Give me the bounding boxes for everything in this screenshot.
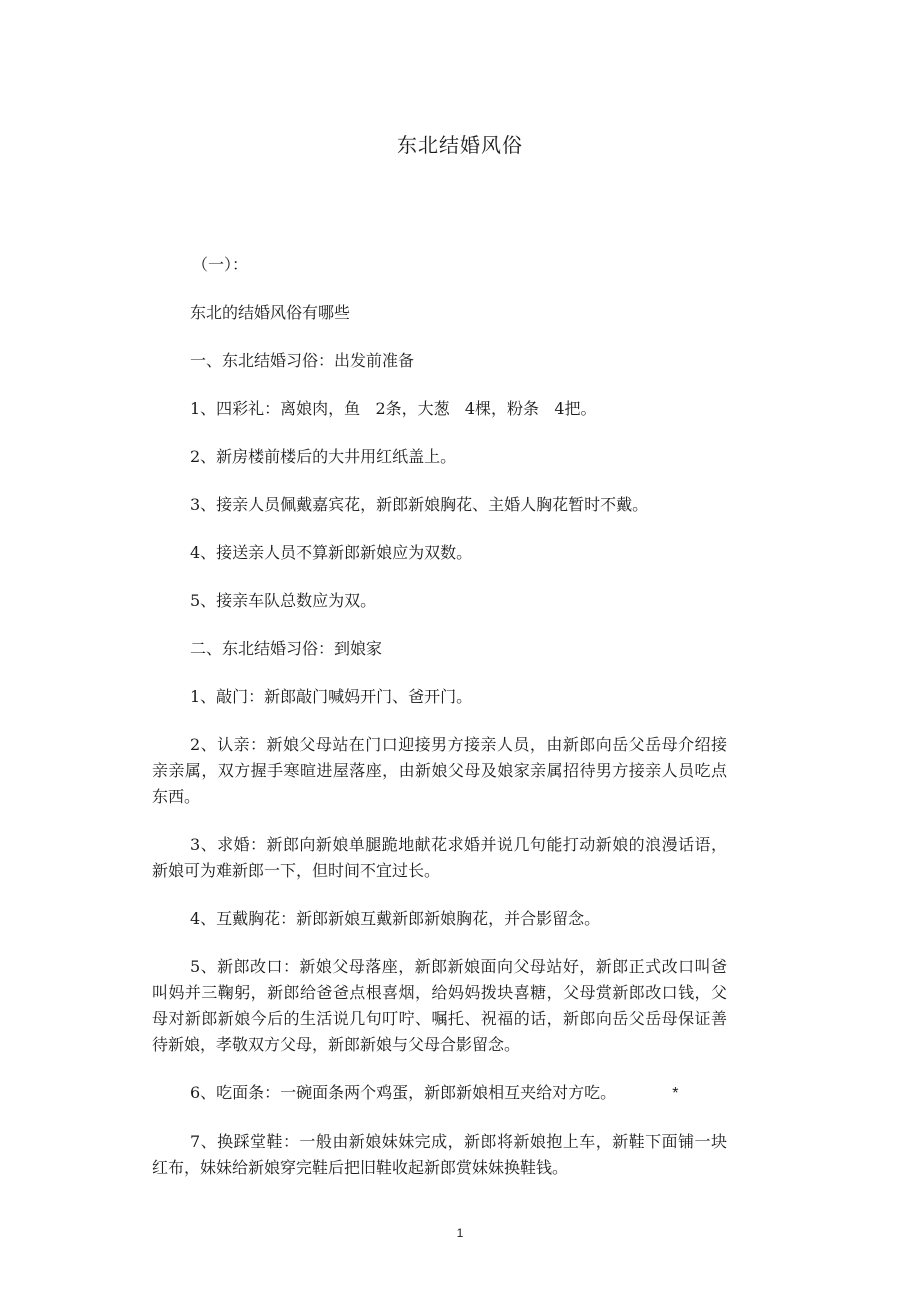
paragraph-renqin: 2、认亲：新娘父母站在门口迎接男方接亲人员，由新郎向岳父岳母介绍接亲亲属，双方握手寒暄进屋落座，由新娘父母及娘家亲属招待男方接亲人员吃点东西。 xyxy=(152,735,727,806)
subtitle-paragraph: 东北的结婚风俗有哪些 xyxy=(190,303,351,322)
list-item-1: 1、四彩礼：离娘肉，鱼 2条，大葱 4棵，粉条 4把。 xyxy=(190,399,597,418)
paragraph-xionghua: 4、互戴胸花：新郎新娘互戴新郎新娘胸花，并合影留念。 xyxy=(190,909,601,928)
list-item-5: 5、接亲车队总数应为双。 xyxy=(190,591,377,610)
document-title: 东北结婚风俗 xyxy=(397,133,523,157)
section-marker: （一）： xyxy=(192,255,249,274)
paragraph-miantiao-text: 6、吃面条：一碗面条两个鸡蛋，新郎新娘相互夹给对方吃。 xyxy=(190,1083,617,1102)
list-item-4: 4、接送亲人员不算新郎新娘应为双数。 xyxy=(190,543,473,562)
asterisk-mark: * xyxy=(672,1085,679,1102)
list-item-6: 1、敲门：新郎敲门喊妈开门、爸开门。 xyxy=(190,687,473,706)
list-item-2: 2、新房楼前楼后的大井用红纸盖上。 xyxy=(190,447,457,466)
list-item-3: 3、接亲人员佩戴嘉宾花，新郎新娘胸花、主婚人胸花暂时不戴。 xyxy=(190,495,649,514)
paragraph-qiuhun: 3、求婚：新郎向新娘单腿跪地献花求婚并说几句能打动新娘的浪漫话语，新娘可为难新郎一下，但时间不宜过长。 xyxy=(152,835,727,880)
page-number: 1 xyxy=(456,1226,464,1240)
section-heading-1: 一、东北结婚习俗：出发前准备 xyxy=(190,351,415,370)
paragraph-miantiao xyxy=(152,1080,727,1107)
section-heading-2: 二、东北结婚习俗：到娘家 xyxy=(190,639,383,658)
paragraph-xiexie: 7、换踩堂鞋：一般由新娘妹妹完成，新郎将新娘抱上车，新鞋下面铺一块红布，妹妹给新娘穿完鞋后把旧鞋收起新郎赏妹妹换鞋钱。 xyxy=(152,1132,727,1177)
paragraph-gaikou: 5、新郎改口：新娘父母落座，新郎新娘面向父母站好，新郎正式改口叫爸叫妈并三鞠躬，新郎给爸爸点根喜烟，给妈妈拨块喜糖，父母赏新郎改口钱，父母对新郎新娘今后的生活说几句叮咛、嘱托、祝福的话，新郎向岳父岳母保证善待新娘，孝敬双方父母，新郎新娘与父母合影留念。 xyxy=(152,957,727,1054)
document-body xyxy=(152,252,727,1203)
